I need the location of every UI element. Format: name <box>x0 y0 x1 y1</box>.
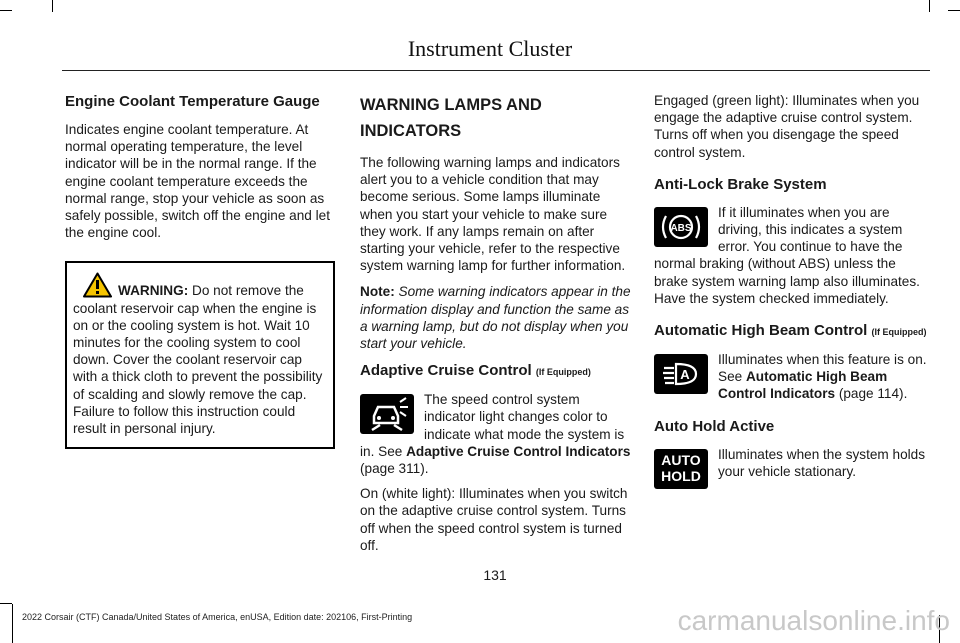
footer-edition: 2022 Corsair (CTF) Canada/United States of America, enUSA, Edition date: 202106, First-Printing <box>22 612 413 622</box>
note-paragraph <box>360 283 632 352</box>
auto-hold-icon-line2: HOLD <box>661 467 701 484</box>
crop-mark <box>929 0 930 12</box>
ahb-text: Illuminates when this feature is on. See <box>718 352 927 385</box>
acc-page: (page 311). <box>360 461 429 477</box>
warning-lamps-heading: WARNING LAMPS AND INDICATORS <box>360 96 542 140</box>
acc-link[interactable]: Adaptive Cruise Control Indicators <box>406 443 631 459</box>
warning-text: Do not remove the coolant reservoir cap when the engine is on or the cooling system is hot. Wait 10 minutes for the cooling system to cool down. Cover the coolant reservoir cap with a thick cloth to prevent the possibility of scalding and slowly remove the cap. Failure to follow this instruction could result in personal injury. <box>73 283 323 437</box>
auto-hold-icon-line1: AUTO <box>661 451 701 468</box>
abs-item <box>654 204 928 307</box>
column-left <box>65 92 335 449</box>
note-label: Note: <box>360 284 395 300</box>
abs-icon <box>654 207 708 247</box>
ahb-item <box>654 351 928 403</box>
ahb-link[interactable]: Automatic High Beam Control Indicators <box>718 369 888 402</box>
column-middle <box>360 92 632 563</box>
acc-text: The speed control system indicator light changes color to indicate what mode the system is in. See <box>360 392 625 459</box>
acc-engaged-text: Engaged (green light): Illuminates when you engage the adaptive cruise control system. Turns off when you disengage the speed control system. <box>654 93 920 160</box>
ahb-if-equipped: (If Equipped) <box>871 327 927 338</box>
adaptive-cruise-icon <box>360 394 414 434</box>
auto-high-beam-icon <box>654 354 708 394</box>
auto-hold-heading: Auto Hold Active <box>654 417 775 435</box>
warning-box <box>65 261 335 449</box>
ahb-heading <box>654 321 928 342</box>
auto-hold-text: Illuminates when the system holds your vehicle stationary. <box>718 446 926 479</box>
auto-hold-item <box>654 446 928 491</box>
coolant-gauge-text: Indicates engine coolant temperature. At normal operating temperature, the level indicator will be in the normal range. If the engine coolant temperature exceeds the normal range, stop your vehicle as soon as safely possible, switch off the engine and let the engine cool. <box>65 122 330 241</box>
acc-if-equipped: (If Equipped) <box>535 367 591 378</box>
watermark: carmanualsonline.info <box>677 605 950 636</box>
crop-mark <box>0 603 12 604</box>
acc-item <box>360 391 632 477</box>
acc-heading <box>360 361 632 382</box>
acc-white-light-text: On (white light): Illuminates when you switch on the adaptive cruise control system. Turns off when the speed control system is turned off. <box>360 486 628 553</box>
warning-triangle-icon <box>83 272 112 298</box>
ahb-heading-text: Automatic High Beam Control <box>654 322 868 340</box>
column-right <box>654 92 928 499</box>
crop-mark <box>0 10 12 11</box>
note-text: Some warning indicators appear in the information display and function the same as a warning lamp, but do not display when you start your vehicle. <box>360 284 631 352</box>
page-title: Instrument Cluster <box>407 36 573 61</box>
warning-lamps-intro: The following warning lamps and indicators alert you to a vehicle condition that may become serious. Some lamps illuminate when you start your vehicle to make sure they work. If any lamps remain on after starting your vehicle, refer to the respective system warning lamp for further information. <box>360 155 626 274</box>
abs-heading: Anti-Lock Brake System <box>654 175 827 193</box>
abs-icon-text: ABS <box>670 222 692 234</box>
crop-mark <box>52 0 53 12</box>
crop-mark <box>12 604 13 643</box>
header-divider <box>62 70 930 71</box>
page-number: 131 <box>483 567 507 583</box>
warning-label: WARNING: <box>118 283 189 299</box>
ahb-page: (page 114). <box>835 386 908 402</box>
coolant-gauge-heading: Engine Coolant Temperature Gauge <box>65 93 320 110</box>
ahb-icon-text: A <box>680 367 690 383</box>
auto-hold-icon <box>654 449 708 489</box>
crop-mark <box>948 10 960 11</box>
abs-text: If it illuminates when you are driving, this indicates a system error. You continue to have the normal braking (without ABS) unless the brake system warning lamp also illuminates. Have the system checked immediately. <box>654 204 920 306</box>
acc-heading-text: Adaptive Cruise Control <box>360 362 532 380</box>
